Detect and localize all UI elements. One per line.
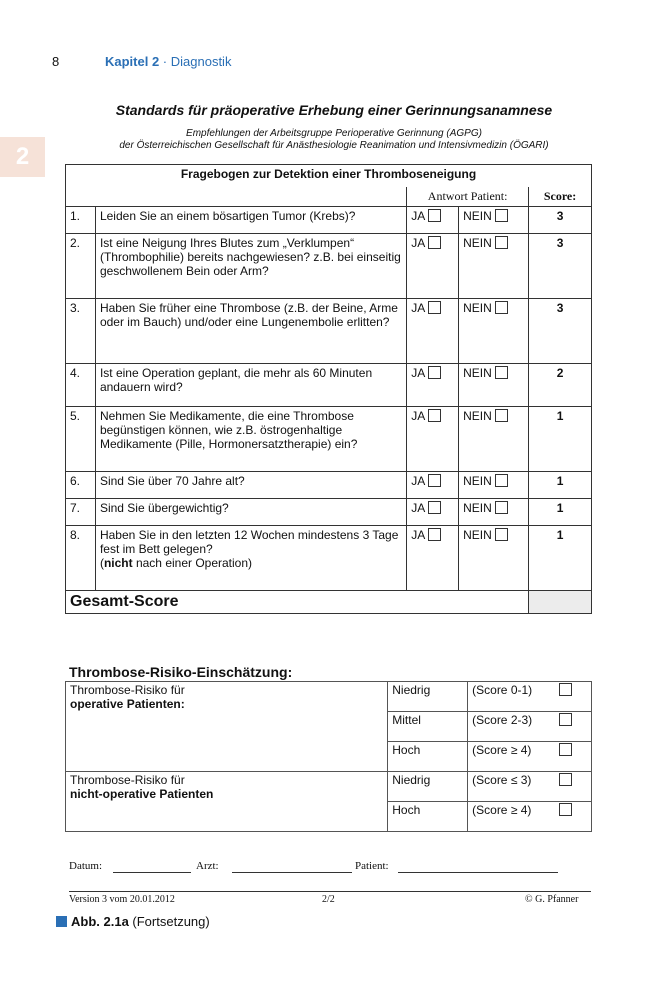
yes-option[interactable]	[407, 207, 459, 234]
question-number: 8.	[66, 526, 96, 591]
no-checkbox[interactable]	[495, 501, 508, 514]
no-option[interactable]	[459, 207, 529, 234]
risk-level: Hoch	[388, 742, 468, 772]
question-text: Ist eine Neigung Ihres Blutes zum „Verklumpen“ (Thrombophilie) bereits nachgewiesen? z.B. bei einseitig geschwollenem Bein oder Arm?	[95, 234, 406, 299]
risk-level: Niedrig	[388, 772, 468, 802]
question-text: Haben Sie früher eine Thrombose (z.B. der Beine, Arme oder im Bauch) und/oder eine Lungenembolie erlitten?	[95, 299, 406, 364]
question-row	[66, 526, 592, 591]
yes-option[interactable]	[407, 526, 459, 591]
caption-text: (Fortsetzung)	[128, 914, 210, 929]
yes-checkbox[interactable]	[428, 501, 441, 514]
doctor-line[interactable]	[232, 872, 352, 873]
question-text-rest: nach einer Operation)	[132, 556, 253, 570]
yes-option[interactable]	[407, 472, 459, 499]
yes-checkbox[interactable]	[428, 409, 441, 422]
question-text: Leiden Sie an einem bösartigen Tumor (Krebs)?	[95, 207, 406, 234]
risk-option[interactable]	[552, 742, 592, 772]
question-row	[66, 407, 592, 472]
patient-line[interactable]	[398, 872, 558, 873]
question-text: Sind Sie übergewichtig?	[95, 499, 406, 526]
chapter-side-tab: 2	[0, 137, 45, 177]
question-text-a: Haben Sie in den letzten 12 Wochen mindestens 3 Tage fest im Bett gelegen?	[99, 528, 399, 556]
no-label: NEIN	[463, 209, 492, 223]
no-label: NEIN	[463, 409, 492, 423]
question-text: Ist eine Operation geplant, die mehr als 60 Minuten andauern wird?	[95, 364, 406, 407]
question-number: 5.	[66, 407, 96, 472]
yes-label: JA	[411, 409, 426, 423]
risk-group-label-2: nicht-operative Patienten	[70, 787, 214, 801]
no-option[interactable]	[459, 234, 529, 299]
question-score: 1	[529, 526, 592, 591]
question-number: 6.	[66, 472, 96, 499]
risk-group-label-1: Thrombose-Risiko für	[70, 773, 185, 787]
risk-table	[65, 681, 592, 832]
yes-checkbox[interactable]	[428, 209, 441, 222]
footer-author: © G. Pfanner	[525, 894, 579, 905]
no-checkbox[interactable]	[495, 474, 508, 487]
score-column-header: Score:	[529, 187, 592, 207]
yes-option[interactable]	[407, 407, 459, 472]
question-score: 3	[529, 234, 592, 299]
no-checkbox[interactable]	[495, 301, 508, 314]
yes-option[interactable]	[407, 299, 459, 364]
answer-column-header: Antwort Patient:	[407, 187, 529, 207]
question-number: 4.	[66, 364, 96, 407]
date-label: Datum:	[69, 860, 102, 872]
no-checkbox[interactable]	[495, 209, 508, 222]
no-label: NEIN	[463, 474, 492, 488]
no-checkbox[interactable]	[495, 366, 508, 379]
chapter-title: Diagnostik	[170, 54, 232, 69]
yes-checkbox[interactable]	[428, 236, 441, 249]
no-option[interactable]	[459, 499, 529, 526]
no-label: NEIN	[463, 301, 492, 315]
questionnaire-title: Fragebogen zur Detektion einer Thromboseneigung	[66, 165, 592, 188]
risk-option[interactable]	[552, 802, 592, 832]
no-label: NEIN	[463, 366, 492, 380]
risk-checkbox[interactable]	[559, 743, 572, 756]
doctor-label: Arzt:	[196, 860, 219, 872]
question-row	[66, 499, 592, 526]
question-number: 2.	[66, 234, 96, 299]
caption-label: Abb. 2.1a	[71, 914, 129, 929]
yes-label: JA	[411, 366, 426, 380]
patient-label: Patient:	[355, 860, 389, 872]
question-number: 1.	[66, 207, 96, 234]
question-score: 3	[529, 299, 592, 364]
risk-level: Hoch	[388, 802, 468, 832]
date-line[interactable]	[113, 872, 191, 873]
no-option[interactable]	[459, 299, 529, 364]
risk-checkbox[interactable]	[559, 803, 572, 816]
no-option[interactable]	[459, 407, 529, 472]
question-row	[66, 234, 592, 299]
risk-range: (Score ≥ 4)	[468, 742, 552, 772]
chapter-separator: ·	[159, 54, 171, 69]
risk-option[interactable]	[552, 772, 592, 802]
yes-label: JA	[411, 236, 426, 250]
risk-checkbox[interactable]	[559, 683, 572, 696]
caption-square-icon	[56, 916, 67, 927]
risk-range: (Score ≤ 3)	[468, 772, 552, 802]
risk-range: (Score 0-1)	[468, 682, 552, 712]
yes-checkbox[interactable]	[428, 528, 441, 541]
figure-caption	[56, 914, 210, 929]
yes-label: JA	[411, 209, 426, 223]
risk-option[interactable]	[552, 682, 592, 712]
yes-option[interactable]	[407, 499, 459, 526]
risk-group-label	[66, 682, 388, 772]
total-score-label: Gesamt-Score	[66, 591, 529, 614]
question-text: Nehmen Sie Medikamente, die eine Thrombose begünstigen können, wie z.B. östrogenhaltige Medikamente (Pille, Hormonersatztherapie) ein?	[95, 407, 406, 472]
risk-group-label-1: Thrombose-Risiko für	[70, 683, 185, 697]
chapter-heading	[105, 54, 231, 69]
risk-row	[66, 772, 592, 802]
question-score: 1	[529, 407, 592, 472]
question-row	[66, 364, 592, 407]
no-checkbox[interactable]	[495, 409, 508, 422]
question-text-bold: nicht	[103, 556, 133, 570]
yes-label: JA	[411, 301, 426, 315]
no-label: NEIN	[463, 236, 492, 250]
header-spacer	[66, 187, 407, 207]
document-subtitle-1: Empfehlungen der Arbeitsgruppe Perioperative Gerinnung (AGPG)	[186, 128, 482, 139]
footer-version: Version 3 vom 20.01.2012	[69, 894, 175, 905]
no-checkbox[interactable]	[495, 528, 508, 541]
yes-option[interactable]	[407, 364, 459, 407]
document-subtitle-2: der Österreichischen Gesellschaft für Anästhesiologie Reanimation und Intensivmedizin (ÖGARI)	[119, 140, 549, 151]
footer-divider	[69, 891, 591, 892]
no-label: NEIN	[463, 528, 492, 542]
risk-group-label	[66, 772, 388, 832]
yes-checkbox[interactable]	[428, 301, 441, 314]
risk-checkbox[interactable]	[559, 773, 572, 786]
no-checkbox[interactable]	[495, 236, 508, 249]
risk-option[interactable]	[552, 712, 592, 742]
question-score: 1	[529, 472, 592, 499]
risk-level: Niedrig	[388, 682, 468, 712]
chapter-label: Kapitel 2	[105, 54, 160, 69]
yes-option[interactable]	[407, 234, 459, 299]
question-score: 3	[529, 207, 592, 234]
question-row	[66, 472, 592, 499]
yes-label: JA	[411, 474, 426, 488]
no-option[interactable]	[459, 364, 529, 407]
risk-level: Mittel	[388, 712, 468, 742]
risk-group-label-2: operative Patienten:	[70, 697, 185, 711]
risk-range: (Score ≥ 4)	[468, 802, 552, 832]
no-label: NEIN	[463, 501, 492, 515]
risk-title: Thrombose-Risiko-Einschätzung:	[69, 664, 293, 680]
risk-checkbox[interactable]	[559, 713, 572, 726]
question-score: 2	[529, 364, 592, 407]
yes-label: JA	[411, 528, 426, 542]
risk-range: (Score 2-3)	[468, 712, 552, 742]
footer-page: 2/2	[322, 894, 335, 905]
question-text: Haben Sie in den letzten 12 Wochen mindestens 3 Tage fest im Bett gelegen? (nicht nach einer Operation)	[95, 526, 406, 591]
page-number: 8	[52, 54, 60, 69]
questionnaire-table	[65, 164, 592, 614]
no-option[interactable]	[459, 526, 529, 591]
yes-label: JA	[411, 501, 426, 515]
question-number: 3.	[66, 299, 96, 364]
no-option[interactable]	[459, 472, 529, 499]
question-row	[66, 299, 592, 364]
question-text: Sind Sie über 70 Jahre alt?	[95, 472, 406, 499]
question-row	[66, 207, 592, 234]
yes-checkbox[interactable]	[428, 474, 441, 487]
yes-checkbox[interactable]	[428, 366, 441, 379]
document-title: Standards für präoperative Erhebung einer Gerinnungsanamnese	[115, 102, 553, 118]
question-score: 1	[529, 499, 592, 526]
total-score-field[interactable]	[529, 591, 592, 614]
risk-row	[66, 682, 592, 712]
question-number: 7.	[66, 499, 96, 526]
